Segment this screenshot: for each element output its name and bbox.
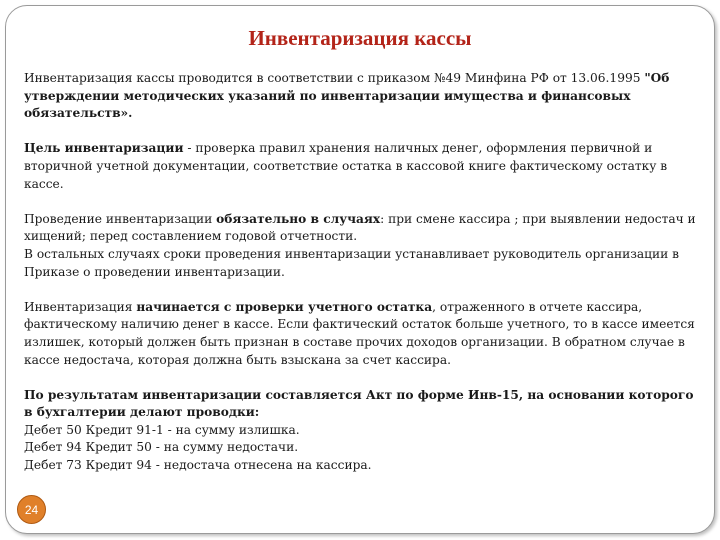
mandatory-lead: Проведение инвентаризации: [24, 211, 217, 226]
paragraph-goal: [24, 140, 702, 193]
entry-line: Дебет 73 Кредит 94 - недостача отнесена на кассира.: [24, 458, 372, 473]
paragraph-mandatory-cases: [24, 211, 702, 246]
paragraph-results: [24, 387, 702, 422]
procedure-lead: Инвентаризация: [24, 299, 137, 314]
entry-line: Дебет 94 Кредит 50 - на сумму недостачи.: [24, 440, 299, 455]
page-number-badge: 24: [17, 495, 46, 524]
paragraph-procedure: [24, 299, 702, 369]
paragraph-other-cases: В остальных случаях сроки проведения инвентаризации устанавливает руководитель организации в Приказе о проведении инвентаризации.: [24, 246, 679, 279]
slide-content: [24, 70, 702, 475]
results-heading: По результатам инвентаризации составляется Акт по форме Инв-15, на основании которого в бухгалтерии делают проводки:: [24, 387, 694, 420]
mandatory-text: : при смене кассира ; при выявлении недостач и хищений; перед составлением годовой отчетности.: [24, 211, 696, 244]
paragraph-legal-basis: [24, 70, 702, 123]
entry-line: Дебет 50 Кредит 91-1 - на сумму излишка.: [24, 422, 300, 437]
legal-basis-text: Инвентаризация кассы проводится в соответствии с приказом №49 Минфина РФ от 13.06.1995: [24, 71, 645, 85]
procedure-text: , отраженного в отчете кассира, фактическому наличию денег в кассе. Если фактический остаток больше учетного, то в кассе имеется излишек, который должен быть признан в составе прочих доходов организации. В обратном случае в кассе недостача, которая должна быть взыскана за счет кассира.: [24, 299, 695, 367]
goal-heading: Цель инвентаризации: [24, 141, 184, 156]
procedure-heading: начинается с проверки учетного остатка: [136, 299, 433, 314]
slide-title: Инвентаризация кассы: [248, 26, 472, 50]
mandatory-heading: обязательно в случаях: [216, 211, 381, 226]
goal-text: - проверка правил хранения наличных денег, оформления первичной и вторичной учетной документации, соответствие остатка в кассовой книге фактическому остатку в кассе.: [24, 141, 668, 191]
legal-basis-order-title: "Об утверждении методических указаний по инвентаризации имущества и финансовых обязательств».: [24, 71, 670, 121]
